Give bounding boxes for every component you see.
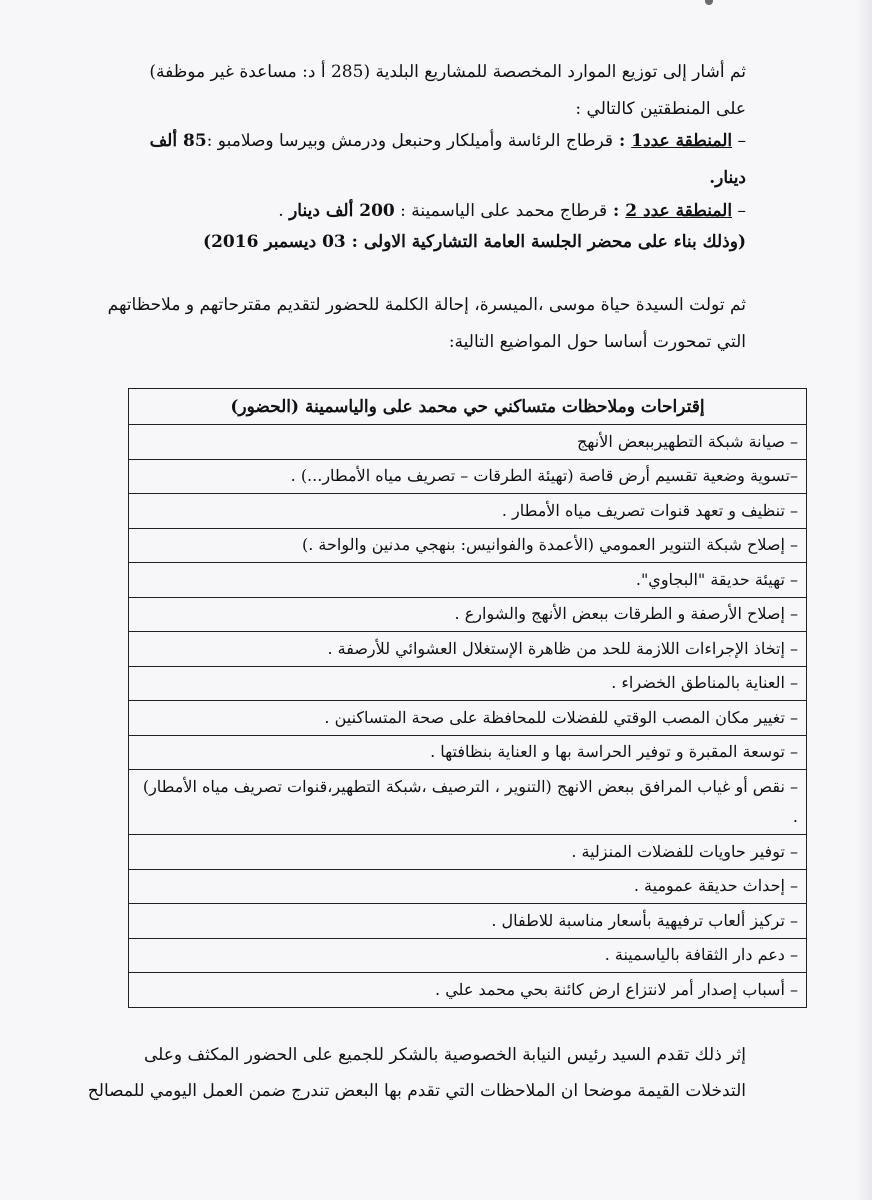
zone-1-dash: – — [737, 131, 746, 151]
table-cell: – تهيئة حديقة "البجاوي". — [129, 563, 807, 598]
zone-2-sep: : — [607, 201, 626, 221]
minutes-reference: (وذلك بناء على محضر الجلسة العامة التشاركية الاولى : 03 ديسمبر 2016) — [203, 232, 746, 252]
intro-line-1: ثم أشار إلى توزيع الموارد المخصصة للمشاريع البلدية (285 أ د: مساعدة غير موظفة) — [149, 62, 746, 82]
closing-line-1: إثر ذلك تقدم السيد رئيس النيابة الخصوصية بالشكر للجميع على الحضور المكثف وعلى — [143, 1045, 746, 1065]
table-row — [129, 632, 807, 667]
intro-line-2: على المنطقتين كالتالي : — [575, 99, 746, 119]
table-cell: – العناية بالمناطق الخضراء . — [129, 666, 807, 701]
zone-2-dash: – — [737, 201, 746, 221]
table-row — [129, 701, 807, 736]
para2-line-1: ثم تولت السيدة حياة موسى ،الميسرة، إحالة الكلمة للحضور لتقديم مقترحاتهم و ملاحظاتهم — [107, 295, 746, 315]
table-cell: – إصلاح الأرصفة و الطرقات ببعض الأنهج والشوارع . — [129, 597, 807, 632]
zone-1-label: المنطقة عدد1 — [631, 131, 733, 151]
table-row — [129, 735, 807, 770]
table-cell: – دعم دار الثقافة بالياسمينة . — [129, 938, 807, 973]
table-row — [129, 770, 807, 835]
table-row — [129, 869, 807, 904]
zone-1-line — [150, 129, 746, 153]
zone-1-amount: 85 ألف — [149, 131, 207, 151]
para2-line-2: التي تمحورت أساسا حول المواضيع التالية: — [448, 332, 746, 352]
zone-1-text: قرطاج الرئاسة وأميلكار وحنبعل ودرمش وبيرسا وصلامبو : — [206, 131, 614, 151]
closing-line-2: التدخلات القيمة موضحا ان الملاحظات التي تقدم بها البعض تندرج ضمن العمل اليومي للمصالح — [87, 1081, 746, 1101]
table-row — [129, 938, 807, 973]
table-header: إقتراحات وملاحظات متساكني حي محمد على والياسمينة (الحضور) — [129, 389, 807, 425]
zone-1-continuation: دينار. — [709, 168, 746, 188]
table-row — [129, 835, 807, 870]
zone-2-label: المنطقة عدد 2 — [625, 201, 733, 221]
suggestions-table — [128, 388, 807, 1008]
table-row — [129, 597, 807, 632]
table-cell: – توفير حاويات للفضلات المنزلية . — [129, 835, 807, 870]
table-row — [129, 528, 807, 563]
table-header-row — [129, 389, 807, 425]
zone-2-tail: . — [278, 201, 290, 221]
zone-1-sep: : — [613, 131, 632, 151]
table-cell: – أسباب إصدار أمر لانتزاع ارض كائنة بحي محمد علي . — [129, 973, 807, 1008]
zone-2-line — [278, 199, 746, 223]
table-row — [129, 904, 807, 939]
table-row — [129, 425, 807, 460]
table-row — [129, 563, 807, 598]
scan-edge — [856, 0, 872, 1200]
table-cell: – صيانة شبكة التطهيرببعض الأنهج — [129, 425, 807, 460]
table-row — [129, 973, 807, 1008]
table-cell: – تنظيف و تعهد قنوات تصريف مياه الأمطار . — [129, 494, 807, 529]
zone-2-text: قرطاج محمد على الياسمينة : — [400, 201, 608, 221]
table-cell: – إحداث حديقة عمومية . — [129, 869, 807, 904]
table-cell: – إصلاح شبكة التنوير العمومي (الأعمدة والفوانيس: بنهجي مدنين والواحة .) — [129, 528, 807, 563]
table-row — [129, 494, 807, 529]
table-cell: – تركيز ألعاب ترفيهية بأسعار مناسبة للاطفال . — [129, 904, 807, 939]
table-row — [129, 459, 807, 494]
table-cell: – توسعة المقبرة و توفير الحراسة بها و العناية بنظافتها . — [129, 735, 807, 770]
table-cell: – تغيير مكان المصب الوقتي للفضلات للمحافظة على صحة المتساكنين . — [129, 701, 807, 736]
scan-mark — [705, 0, 713, 5]
table-row — [129, 666, 807, 701]
table-cell: –تسوية وضعية تقسيم أرض قاصة (تهيئة الطرقات – تصريف مياه الأمطار...) . — [129, 459, 807, 494]
table-cell: – إتخاذ الإجراءات اللازمة للحد من ظاهرة الإستغلال العشوائي للأرصفة . — [129, 632, 807, 667]
zone-2-amount: 200 ألف دينار — [289, 201, 395, 221]
table-cell: – نقص أو غياب المرافق ببعض الانهج (التنوير ، الترصيف ،شبكة التطهير،قنوات تصريف مياه الأمطار) . — [129, 770, 807, 835]
